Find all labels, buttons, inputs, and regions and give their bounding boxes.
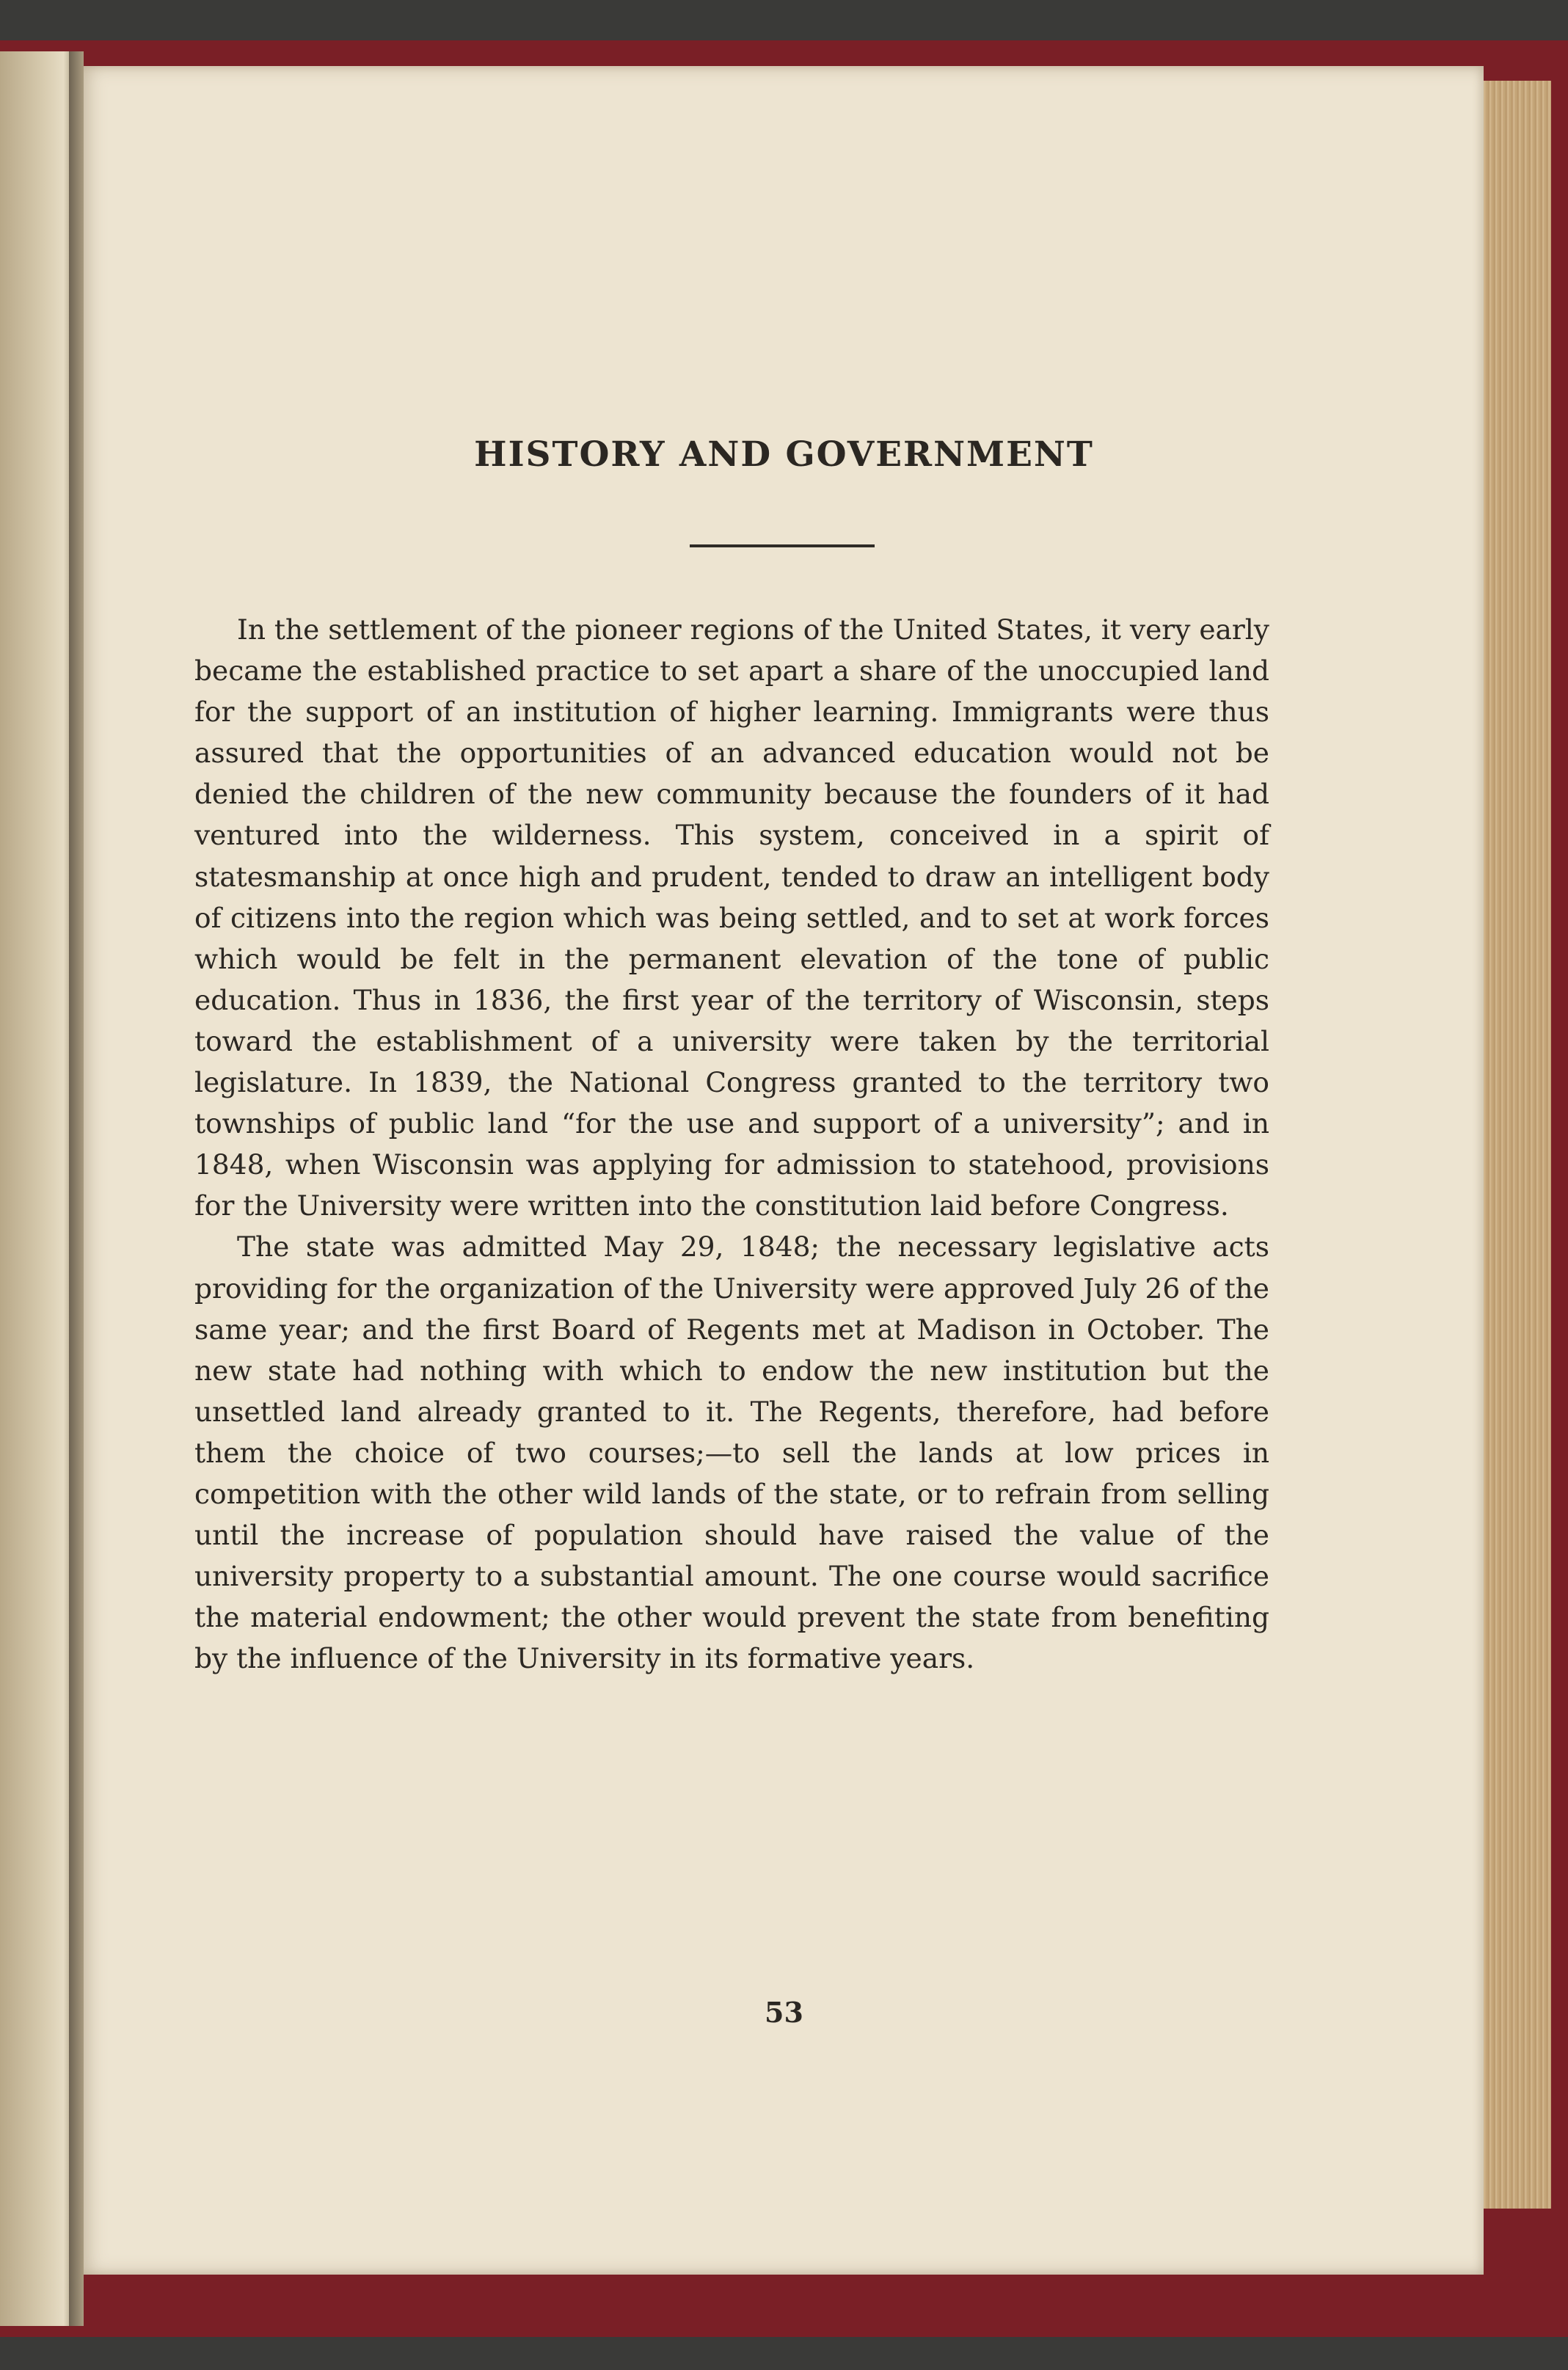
body-text xyxy=(194,609,1269,1679)
facing-page-edge xyxy=(0,51,75,2326)
page-block-edges xyxy=(1481,81,1551,2209)
paragraph-2: The state was admitted May 29, 1848; the necessary legislative acts providing for the organization of the University were approved July 26 of the same year; and the first Board of Regents met at Madison in October. The new state had nothing with which to endow the new institution but the unsettled land already granted to it. The Regents, therefore, had before them the choice of two courses;—to sell the lands at low prices in competition with the other wild lands of the state, or to refrain from selling until the increase of population should have raised the value of the university property to a substantial amount. The one course would sacrifice the material endowment; the other would prevent the state from benefiting by the influence of the University in its formative years. xyxy=(194,1230,1269,1675)
heading-rule xyxy=(690,544,875,547)
chapter-heading: HISTORY AND GOVERNMENT xyxy=(474,434,1094,475)
page-number: 53 xyxy=(765,1996,803,2029)
book-gutter xyxy=(69,51,84,2326)
paragraph-1: In the settlement of the pioneer regions of the United States, it very early became the established practice to set apart a share of the unoccupied land for the support of an institution of higher learning. Immigrants were thus assured that the opportunities of an advanced education would not be denied the children of the new community because the founders of it had ventured into the wilderness. This system, conceived in a spirit of statesmanship at once high and prudent, tended to draw an intelligent body of citizens into the region which was being settled, and to set at work forces which would be felt in the permanent elevation of the tone of public education. Thus in 1836, the first year of the territory of Wisconsin, steps toward the establishment of a university were taken by the territorial legislature. In 1839, the National Congress granted to the territory two townships of public land “for the use and support of a university”; and in 1848, when Wisconsin was applying for admission to statehood, provisions for the University were written into the constitution laid before Congress. xyxy=(194,613,1269,1222)
